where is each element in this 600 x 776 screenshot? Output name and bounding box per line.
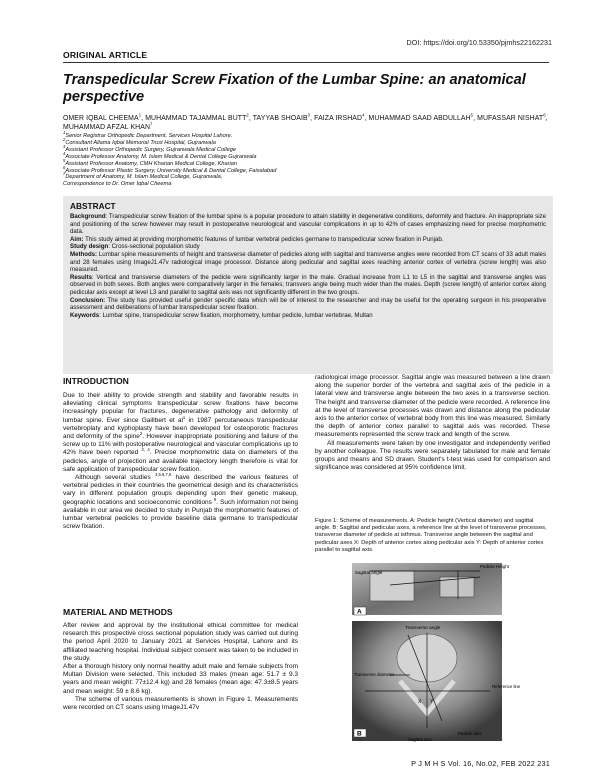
figure-caption: Figure 1: Scheme of measurements. A: Pedicle height (Vertical diameter) and sagittal angle. B: Sagittal and pedicular axes, a reference line at the level of transverse processes, transverse diameter of pedicle at isthmus. Transverse angle between the sagittal and pedicular axes X: Depth of anterior cortex along pedicular axis Y: Depth of anterior cortex parallel to sagittal axis.: [315, 518, 547, 553]
methods-paragraph: The scheme of various measurements is shown in Figure 1. Measurements were recorded on CT scans using ImageJ1.47v: [63, 695, 298, 712]
abstract-conclusion: Conclusion: The study has provided useful gender specific data which will be of interest to the researcher and may be useful for the operating surgeon in his preoperative assessment and deliberations of lumbar transpedicular screw fixation.: [70, 296, 546, 312]
pedicle-height-label: Pedicle Height: [480, 564, 510, 569]
doi-link[interactable]: DOI: https://doi.org/10.53350/pjmhs22162231: [406, 38, 552, 47]
abstract-results: Results: Vertical and transverse diameters of the pedicle were significantly larger in the male. Gradual increase from L1 to L5 in the sagittal and transverse angles was observed in both sexes. Both angles were comparatively larger in the females; transvers angle being much wider than the males. Depth (screw length) of anterior cortex along pedicular axis except at level L3 and parallel to sagittal axis was not significantly different in the two groups.: [70, 273, 546, 296]
reference-line-label: Reference line: [492, 684, 521, 689]
header-rule: [63, 62, 549, 63]
abstract-keywords: Keywords: Lumbar spine, transpedicular screw fixation, morphometry, lumbar pedicle, lumbar vertebrae, Multan: [70, 311, 373, 319]
methods-paragraph: radiological image processor. Sagittal angle was measured between a line drawn along the superior border of the vertebra and sagittal axis of the pedicle in a lateral view and transverse angle between the two axes in a transverse section. The height and transverse diameter of the pedicle were recorded. A reference line at the level of transverse processes was drawn and distance along the pedicular axis to the anterior cortex of vertebral body from this line was measured. Similarly the depth of anterior cortex parallel to sagittal axis was recorded. These measurements represented the screw track and length of the screw.: [315, 374, 550, 439]
intro-heading: INTRODUCTION: [63, 376, 129, 386]
methods-paragraph: All measurements were taken by one investigator and independently verified by another colleague. The results were separately tabulated for male and female groups and means and SD drawn. Student's t-test was used for comparison and significance was considered at 95% confidence limit.: [315, 439, 550, 472]
article-type: ORIGINAL ARTICLE: [63, 50, 148, 60]
author-list: OMER IQBAL CHEEMA$^1$, MUHAMMAD TAJAMMAL BUTT$^2$, TAYYAB SHOAIB$^3$, FAIZA IRSHAD$^4$, MUHAMMAD SAAD ABDULLAH$^5$, MUFASSAR NISHAT$^6$, MUHAMMAD AFZAL KHAN$^7$: [63, 112, 548, 131]
affiliation-item: $^3$Assistant Professor Orthopedic Surgery, Gujranwala Medical College: [63, 143, 236, 153]
methods-paragraph: After a thorough history only normal healthy adult male and female subjects from Multan Division were selected. This included 33 males (mean age: 51.7 ± 9.3 years and mean weight: 77±12.4 kg) and 28 females (mean age: 47.3±8.5 years and mean weight: 59 ± 8.6 kg).: [63, 663, 298, 695]
transverse-diameter-label: Transverse diameter: [354, 672, 395, 677]
panel-a-label: A: [357, 608, 362, 616]
affiliation-item: $^1$Senior Registrar Orthopedic Department, Services Hospital Lahore.: [63, 130, 233, 139]
abstract-aim: Aim: This study aimed at providing morphometric features of lumbar vertebral pedicles germane to transpedicular screw fixation in Punjab.: [70, 235, 444, 243]
panel-b-label: B: [357, 730, 362, 738]
affiliation-item: $^6$Associate Professor Plastic Surgery, University Medical & Dental College, Faisalabad: [63, 164, 277, 174]
methods-body: [63, 622, 298, 712]
affiliation-item: $^4$Associate Professor Anatomy, M. Islam Medical & Dental College Gujranwala: [63, 150, 257, 160]
sagittal-angle-label: Sagittal angle: [355, 570, 383, 575]
abstract-background: Background: Transpedicular screw fixation of the lumbar spine is a popular procedure to attain stability in degenerative conditions, deformity and fracture. An inappropriate size and positioning of the screw however may result in postoperative neurological and vascular complications in up to 42% of cases emphasizing need for precise morphometric data.: [70, 213, 546, 236]
affiliation-item: $^2$Consultant Allama Iqbal Memorial Trust Hospital, Gujranwala: [63, 137, 216, 146]
correspondence: Correspondence to Dr. Omer Iqbal Cheema: [63, 181, 172, 188]
abstract-heading: ABSTRACT: [70, 201, 116, 211]
intro-paragraph: Although several studies $^{3,5,6,7,8}$ have described the various features of vertebral pedicles in their countries the geometrical design and its characteristics vary in different population groups depending upon their genetic makeup, geographic locations and socioeconomic conditions $^9$. Such information not being available in our area we decided to study in Punjab the morphometric features of lumbar vertebral pedicles to provide baseline data germane to transpedicular screw fixation.: [63, 471, 298, 531]
affiliation-item: $^7$Department of Anatomy, M. Islam Medical College, Gujranwala,: [63, 171, 223, 181]
x-label: X: [418, 699, 422, 705]
abstract-methods: Methods: Lumbar spine measurements of height and transverse diameter of pedicles along with sagittal and transverse angles were recorded from CT scans of 33 adult males and 28 females using ImageJ1.47v radiological image processor. Distance along pedicular and sagittal axes reaching anterior cortex of vertebra (screw length) was also measured.: [70, 250, 546, 274]
figure-1: [330, 563, 535, 743]
methods-heading: MATERIAL AND METHODS: [63, 607, 173, 617]
abstract-design: Study design: Cross-sectional population study: [70, 243, 200, 251]
page-footer: P J M H S Vol. 16, No.02, FEB 2022 231: [411, 759, 550, 768]
affiliation-item: $^5$Assistant Professor Anatomy, CMH Kharian Medical College, Kharian: [63, 157, 237, 167]
intro-body: [63, 392, 298, 531]
abstract-box: [63, 196, 553, 374]
y-label: Y: [430, 699, 434, 705]
pedicle-axis-label: Pedicle axis: [458, 731, 482, 736]
intro-paragraph: Due to their ability to provide strength and stability and favorable results in alleviating clinical symptoms transpedicular screw fixations have become increasingly popular for fractures, degenerative pathology and deformity of lumbar spine. Ever since Gaillbert et $al^1$ in 1987 percutaneous transpedicular vertebroplaty and kyphoplasty have been developed for osteoporotic fractures and deformity of the spine$^2$. However inappropriate positioning and failure of the screw up to 11% with postoperative neurological and vascular complications up to 42% have been reported $^{3, 4}$. Precise morphometric data on diameters of the pedicles, angle of projection and available trajectory length therefore is vital for safe application of transpedicular screw fixation.: [63, 392, 299, 473]
right-column-body: [315, 374, 550, 472]
affiliations: [63, 130, 277, 188]
sagittal-axis-label: Sagittal axis: [408, 737, 432, 742]
methods-paragraph: After review and approval by the institutional ethical committee for medical research this prospective cross sectional population study was carried out during the period April 2020 to January 2021 at Services Hospital, Lahore and its affiliated teaching hospital. Individual subject consent was taken to be included in the study.: [63, 622, 298, 662]
paper-title: Transpedicular Screw Fixation of the Lumbar Spine: an anatomical perspective: [63, 72, 526, 105]
vertebral-body: [370, 571, 414, 601]
transverse-angle-label: Transverse angle: [405, 625, 441, 630]
abstract-body: [70, 213, 546, 319]
